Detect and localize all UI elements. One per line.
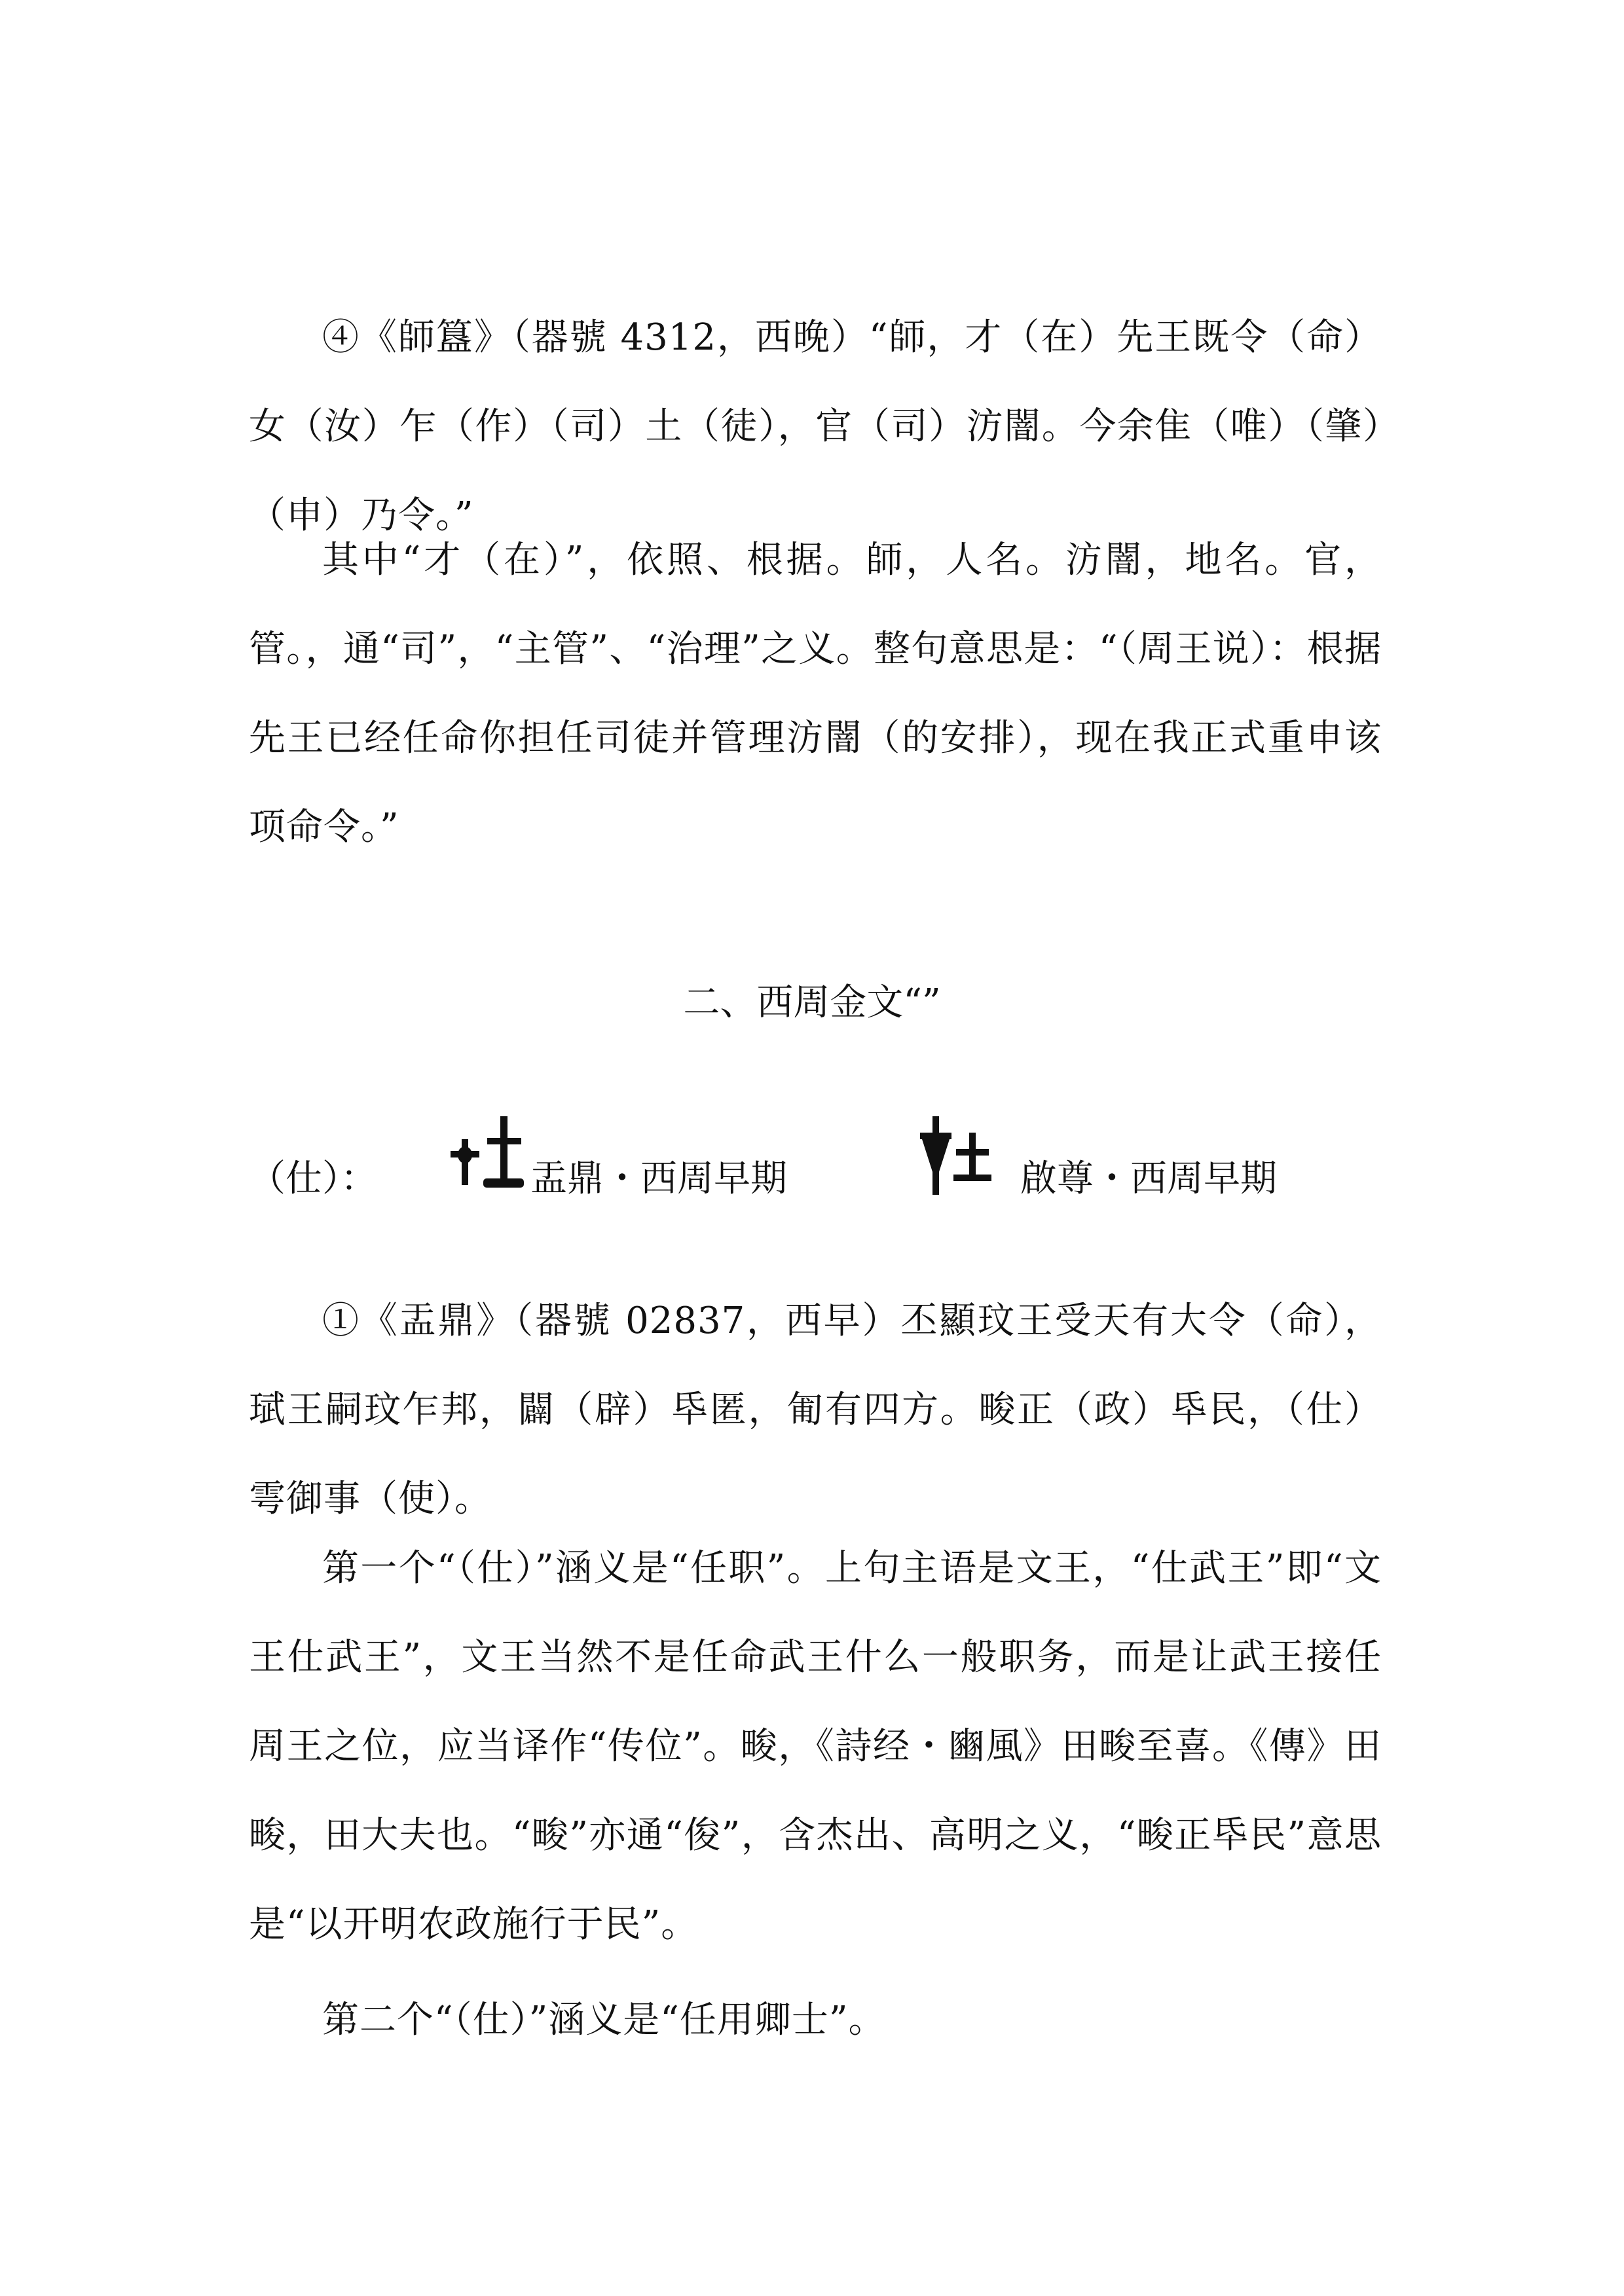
glyph-comparison-row [249,1113,1382,1205]
paragraph-second-meaning: 第二个“（仕）”涵义是“任用卿士”。 [322,1999,886,2041]
paragraph-yu-ding: ①《盂鼎》（器號 02837，西早）丕顯玟王受天有大令（命），珷王嗣玟乍邦，闢（辟）氒匿，匍有四方。畯正（政）氒民，（仕）雩御事（使）。 [249,1300,1382,1520]
bronze-inscription-glyph-icon [445,1113,527,1195]
paragraph-shi-gui: ④《師簋》（器號 4312，西晚）“師，才（在）先王既令（命）女（汝）乍（作）（司）土（徒），官（司）汸闇。今余隹（唯）（肇）（申）乃令。” [249,316,1382,537]
paragraph-first-meaning: 第一个“（仕）”涵义是“任职”。上句主语是文王，“仕武王”即“文王仕武王”，文王当然不是任命武王什么一般职务，而是让武王接任周王之位，应当译作“传位”。畯，《詩经・豳風》田畯至喜。《傳》田畯，田大夫也。“畯”亦通“俊”，含杰出、高明之义，“畯正氒民”意思是“以开明农政施行于民”。 [249,1547,1382,1946]
section-heading: 二、西周金文“” [683,981,941,1024]
glyph-caption-qi-zun: 啟尊・西周早期 [1020,1157,1277,1200]
glyph-caption-yu-ding: 盂鼎・西周早期 [530,1157,787,1200]
glyph-label: （仕）： [249,1157,377,1200]
paragraph-explanation: 其中“才（在）”，依照、根据。師，人名。汸闇，地名。官，管。，通“司”，“主管”、“治理”之义。整句意思是：“（周王说）：根据先王已经任命你担任司徒并管理汸闇（的安排），现在我正式重申该项命令。” [249,539,1382,848]
bronze-inscription-glyph-icon [910,1113,992,1195]
